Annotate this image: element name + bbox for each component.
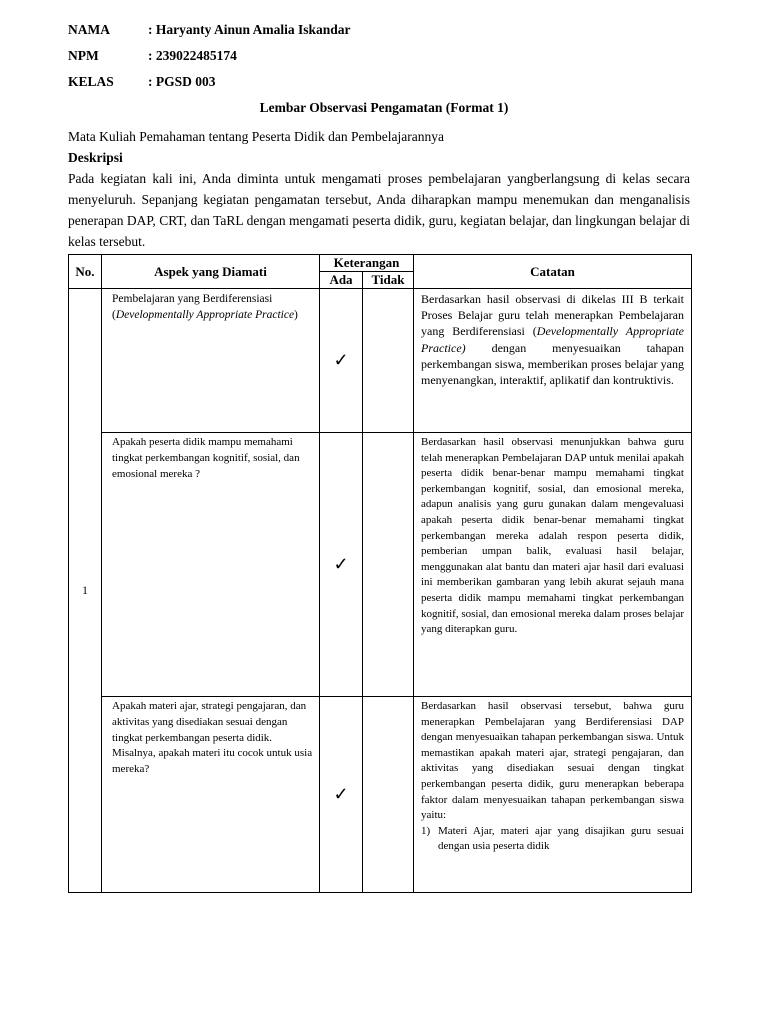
tidak-cell bbox=[363, 433, 414, 697]
aspek-cell: Pembelajaran yang Berdiferensiasi (Developmentally Appropriate Practice) bbox=[102, 289, 320, 433]
aspek-cell: Apakah materi ajar, strategi pengajaran, dan aktivitas yang disediakan sesuai dengan tingkat perkembangan peserta didik. Misalnya, apakah materi itu cocok untuk usia mereka? bbox=[102, 697, 320, 893]
description-text: Pada kegiatan kali ini, Anda diminta untuk mengamati proses pembelajaran yangberlangsung di kelas secara menyeluruh. Sepanjang kegiatan pengamatan tersebut, Anda diharapkan mampu menemukan dan menganalisis penerapan DAP, CRT, dan TaRL dengan mengamati peserta didik, guru, kegiatan belajar, dan lingkungan belajar di kelas tersebut. bbox=[68, 171, 690, 249]
aspek-cell: Apakah peserta didik mampu memahami tingkat perkembangan kognitif, sosial, dan emosional mereka ? bbox=[102, 433, 320, 697]
check-icon: ✓ bbox=[320, 697, 363, 893]
field-label: KELAS bbox=[68, 74, 114, 89]
catatan-cell bbox=[414, 697, 692, 893]
list-item bbox=[421, 824, 684, 855]
description-heading: Deskripsi bbox=[68, 150, 123, 165]
table-row bbox=[69, 433, 692, 697]
list-item-text: Materi Ajar, materi ajar yang disajikan guru sesuai dengan usia peserta didik bbox=[438, 824, 684, 853]
field-value: : 239022485174 bbox=[148, 48, 237, 63]
observation-table bbox=[68, 254, 692, 893]
catatan-list bbox=[421, 824, 684, 855]
table-row bbox=[69, 697, 692, 893]
header-ada: Ada bbox=[320, 272, 363, 289]
field-value: : Haryanty Ainun Amalia Iskandar bbox=[148, 22, 351, 37]
check-icon: ✓ bbox=[320, 289, 363, 433]
row-number: 1 bbox=[69, 289, 102, 893]
field-label: NAMA bbox=[68, 22, 110, 37]
table-row bbox=[69, 289, 692, 433]
check-icon: ✓ bbox=[320, 433, 363, 697]
catatan-cell: Berdasarkan hasil observasi menunjukkan bahwa guru telah menerapkan Pembelajaran DAP untuk menilai apakah peserta didik benar-benar mampu memahami tingkat perkembangan kognitif, sosial, dan emosional mereka, adapun analisis yang guru gunakan dalam mengevaluasi apakah peserta didik benar-benar memahami tingkat perkembangan mereka adalah respon peserta didik, pemberian umpan balik, evaluasi hasil belajar, menggunakan alat bantu dan materi ajar hasil dari evaluasi ini memberikan gambaran yang lebih akurat sejauh mana peserta didik mampu memahami tingkat perkembangan kognitif, sosial, dan emosional mereka dalam proses belajar yang diterapkan guru. bbox=[414, 433, 692, 697]
header-keterangan: Keterangan bbox=[320, 255, 414, 272]
header-catatan: Catatan bbox=[414, 255, 692, 289]
field-value: : PGSD 003 bbox=[148, 74, 216, 89]
catatan-cell: Berdasarkan hasil observasi di dikelas III B terkait Proses Belajar guru telah menerapkan Pembelajaran yang Berdiferensiasi (Developmentally Appropriate Practice) dengan menyesuaikan tahapan perkembangan siswa, memberikan proses belajar yang menyenangkan, interaktif, aplikatif dan kontruktivis. bbox=[414, 289, 692, 433]
header-tidak: Tidak bbox=[363, 272, 414, 289]
catatan-text: Berdasarkan hasil observasi tersebut, bahwa guru menerapkan Pembelajaran yang Berdiferensiasi DAP dengan menyesuaikan tahapan perkembangan siswa. Untuk memastikan apakah materi ajar, strategi pengajaran, dan aktivitas yang disediakan sesuai dengan tingkat perkembangan peserta didik, guru menerapkan beberapa faktor dalam menyesuaikan tahapan perkembangan siswa yaitu: bbox=[421, 700, 684, 822]
document-title: Lembar Observasi Pengamatan (Format 1) bbox=[259, 100, 509, 115]
tidak-cell bbox=[363, 697, 414, 893]
field-label: NPM bbox=[68, 48, 99, 63]
header-no: No. bbox=[69, 255, 102, 289]
course-name: Mata Kuliah Pemahaman tentang Peserta Didik dan Pembelajarannya bbox=[68, 129, 445, 144]
tidak-cell bbox=[363, 289, 414, 433]
list-marker: 1) bbox=[421, 824, 431, 837]
header-aspek: Aspek yang Diamati bbox=[102, 255, 320, 289]
